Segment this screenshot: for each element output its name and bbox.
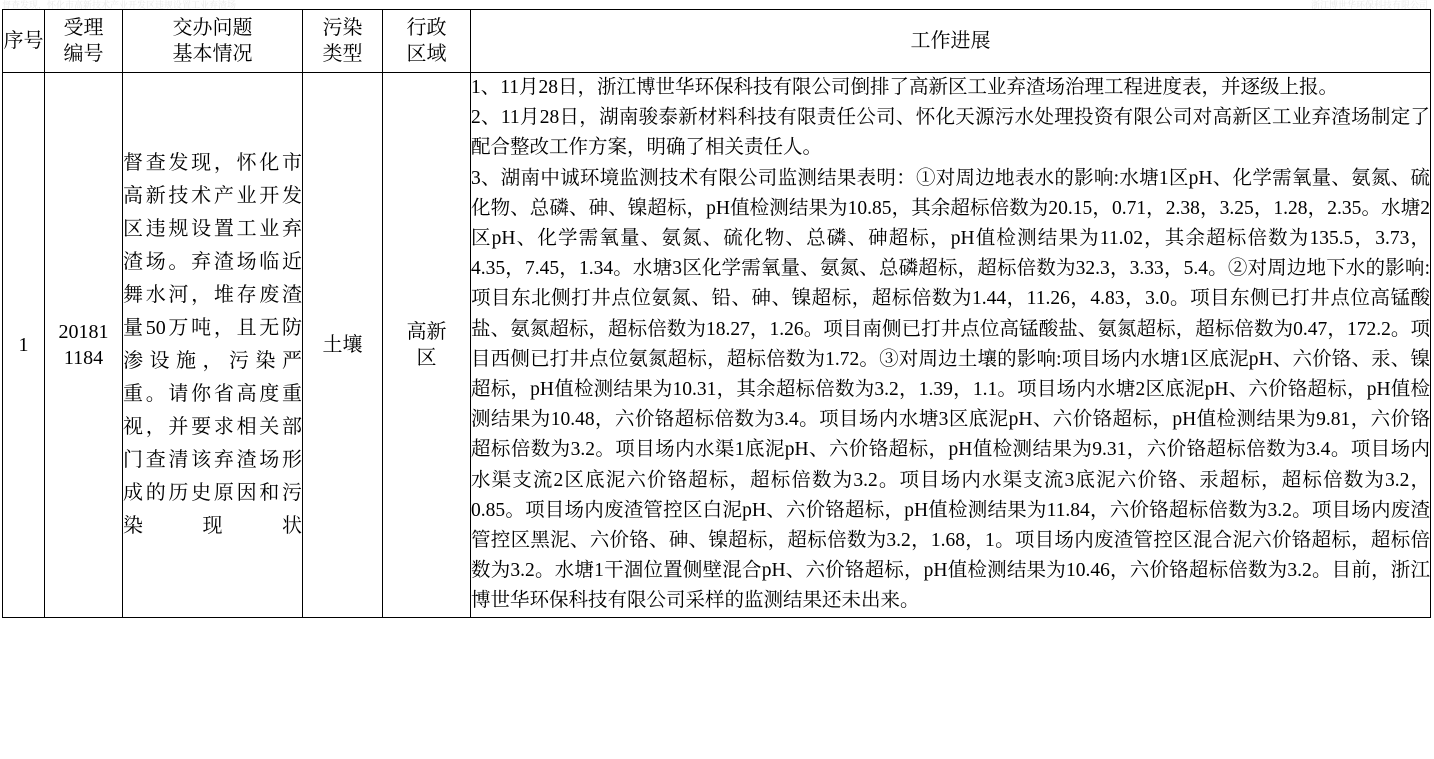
cell-region: 高新 区	[383, 73, 471, 618]
cell-code: 20181 1184	[45, 73, 123, 618]
cell-progress	[471, 73, 1431, 618]
progress-paragraph-2: 2、11月28日，湖南骏泰新材料科技有限责任公司、怀化天源污水处理投资有限公司对高新区工业弃渣场制定了配合整改工作方案，明确了相关责任人。	[471, 107, 1430, 159]
cell-description: 督查发现，怀化市高新技术产业开发区违规设置工业弃渣场。弃渣场临近舞水河，堆存废渣量50万吨，且无防渗设施，污染严重。请你省高度重视，并要求相关部门查清该弃渣场形成的历史原因和污染现状	[123, 73, 303, 618]
table-row	[3, 73, 1431, 618]
cell-pollution-type: 土壤	[303, 73, 383, 618]
table-header-row	[3, 10, 1431, 73]
work-progress-table	[2, 9, 1431, 618]
faint-header-right: 浙江博世华环保科技有限公司	[1310, 0, 1428, 10]
progress-paragraph-3: 3、湖南中诚环境监测技术有限公司监测结果表明：①对周边地表水的影响:水塘1区pH、化学需氧量、氨氮、硫化物、总磷、砷、镍超标，pH值检测结果为10.85，其余超标倍数为20.15，0.71，2.38，3.25，1.28，2.35。水塘2区pH、化学需氧量、氨氮、硫化物、总磷、砷超标，pH值检测结果为11.02，其余超标倍数为135.5，3.73，4.35，7.45，1.34。水塘3区化学需氧量、氨氮、总磷超标，超标倍数为32.3，3.33，5.4。②对周边地下水的影响:项目东北侧打井点位氨氮、铅、砷、镍超标，超标倍数为1.44，11.26，4.83，3.0。项目东侧已打井点位高锰酸盐、氨氮超标，超标倍数为18.27，1.26。项目南侧已打井点位高锰酸盐、氨氮超标，超标倍数为0.47，172.2。项目西侧已打井点位氨氮超标，超标倍数为1.72。③对周边土壤的影响:项目场内水塘1区底泥pH、六价铬、汞、镍超标，pH值检测结果为10.31，其余超标倍数为3.2，1.39，1.1。项目场内水塘2区底泥pH、六价铬超标，pH值检测结果为10.48，六价铬超标倍数为3.4。项目场内水塘3区底泥pH、六价铬超标，pH值检测结果为9.81，六价铬超标倍数为3.2。项目场内水渠1底泥pH、六价铬超标，pH值检测结果为9.31，六价铬超标倍数为3.4。项目场内水渠支流2区底泥六价铬超标，超标倍数为3.2。项目场内水渠支流3底泥六价铬、汞超标，超标倍数为3.2，0.85。项目场内废渣管控区白泥pH、六价铬超标，pH值检测结果为11.84，六价铬超标倍数为3.2。项目场内废渣管控区黑泥、六价铬、砷、镍超标，超标倍数为3.2，1.68，1。项目场内废渣管控区混合泥六价铬超标，超标倍数为3.2。水塘1干涸位置侧壁混合pH、六价铬超标，pH值检测结果为10.46，六价铬超标倍数为3.2。目前，浙江博世华环保科技有限公司采样的监测结果还未出来。	[471, 167, 1430, 612]
cell-no: 1	[3, 73, 45, 618]
table-body	[3, 73, 1431, 618]
column-header-description: 交办问题 基本情况	[123, 10, 303, 73]
progress-paragraph-1: 1、11月28日，浙江博世华环保科技有限公司倒排了高新区工业弃渣场治理工程进度表，并逐级上报。	[471, 77, 1339, 98]
column-header-region: 行政 区域	[383, 10, 471, 73]
column-header-code: 受理 编号	[45, 10, 123, 73]
column-header-pollution-type: 污染 类型	[303, 10, 383, 73]
faint-header-left: 督查发现，怀化市高新技术产业开发区违规设置工业弃渣场	[2, 0, 237, 10]
column-header-no: 序号	[3, 10, 45, 73]
table-header	[3, 10, 1431, 73]
column-header-progress: 工作进展	[471, 10, 1431, 73]
